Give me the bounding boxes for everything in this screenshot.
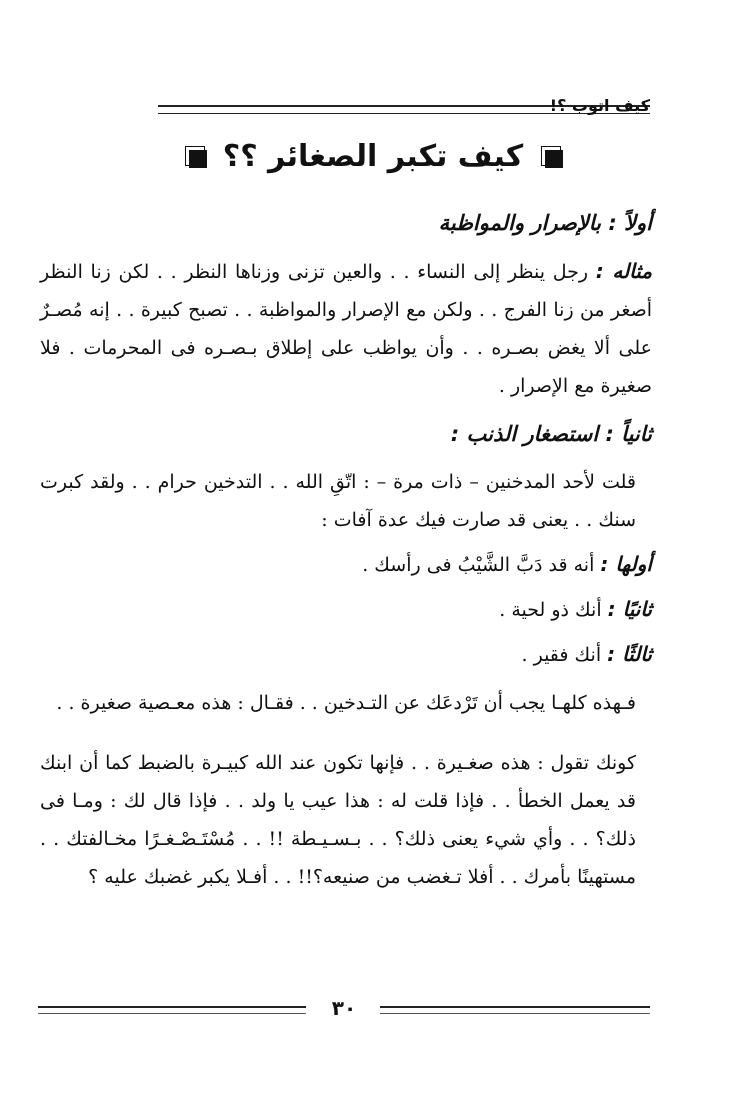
example-text: رجل ينظر إلى النساء . . والعين تزنى وزناها النظر . . لكن زنا النظر أصغر من زنا الفرج . . ولكن مع الإصرار والمواظبة . . تصبح كبيرة . . إنه مُصـرٌ على ألا يغض بصـره . . وأن يواظب على إطلاق بـصـره فى المحرمات . فلا صغيرة مع الإصرار . [40,261,652,397]
running-header [38,96,650,118]
footer-rule-right [380,1006,650,1014]
final-paragraph: كونك تقول : هذه صغـيرة . . فإنها تكون عند الله كبيـرة بالضبط كما أن ابنك قد يعمل الخطأ . . فإذا قلت له : هذا عيب يا ولد . . فإذا قال لك : ومـا فى ذلك؟ . . وأي شيء يعنى ذلك؟ . . بـسـيـطة !! . . مُسْتَـصْـغـرًا مخـالفتك . . مستهينًا بأمرك . . أفلا تـغضب من صنيعه؟!! . . أفـلا يكبر غضبك عليه ؟ [40,752,636,888]
list-item-text: أنه قد دَبَّ الشَّيْبُ فى رأسك . [362,554,595,576]
intro-paragraph: قلت لأحد المدخنين – ذات مرة – : اتّقِ الله . . التدخين حرام . . ولقد كبرت سنك . . يعنى قد صارت فيك عدة آفات : [40,471,636,531]
conclusion-paragraph: فـهذه كلهـا يجب أن تَرْدعَك عن التـدخين . . فقـال : هذه معـصية صغيرة . . [56,692,636,714]
list-item [40,590,652,629]
page-footer [38,996,650,1022]
list-item-label: أولها : [600,552,652,576]
body-text [40,204,652,896]
page-number: ٣٠ [331,996,357,1020]
example-label: مثاله : [595,259,653,283]
list-item [40,635,652,674]
footer-rule-left [38,1006,306,1014]
section-heading-first: أولاً : بالإصرار والمواظبة [438,211,652,235]
list-item-text: أنك فقير . [521,644,602,666]
section-heading-second: ثانياً : استصغار الذنب : [450,422,652,446]
black-square-icon [541,146,561,166]
running-title: كيف اتوب ؟! [549,96,650,115]
list-item-text: أنك ذو لحية . [499,599,602,621]
list-item-label: ثانيًا : [607,597,652,621]
list-item [40,545,652,584]
list-item-label: ثالثًا : [607,642,652,666]
example-paragraph [40,252,652,405]
chapter-heading [0,132,746,180]
black-square-icon [185,146,205,166]
chapter-title: كيف تكبر الصغائر ؟؟ [222,138,524,174]
